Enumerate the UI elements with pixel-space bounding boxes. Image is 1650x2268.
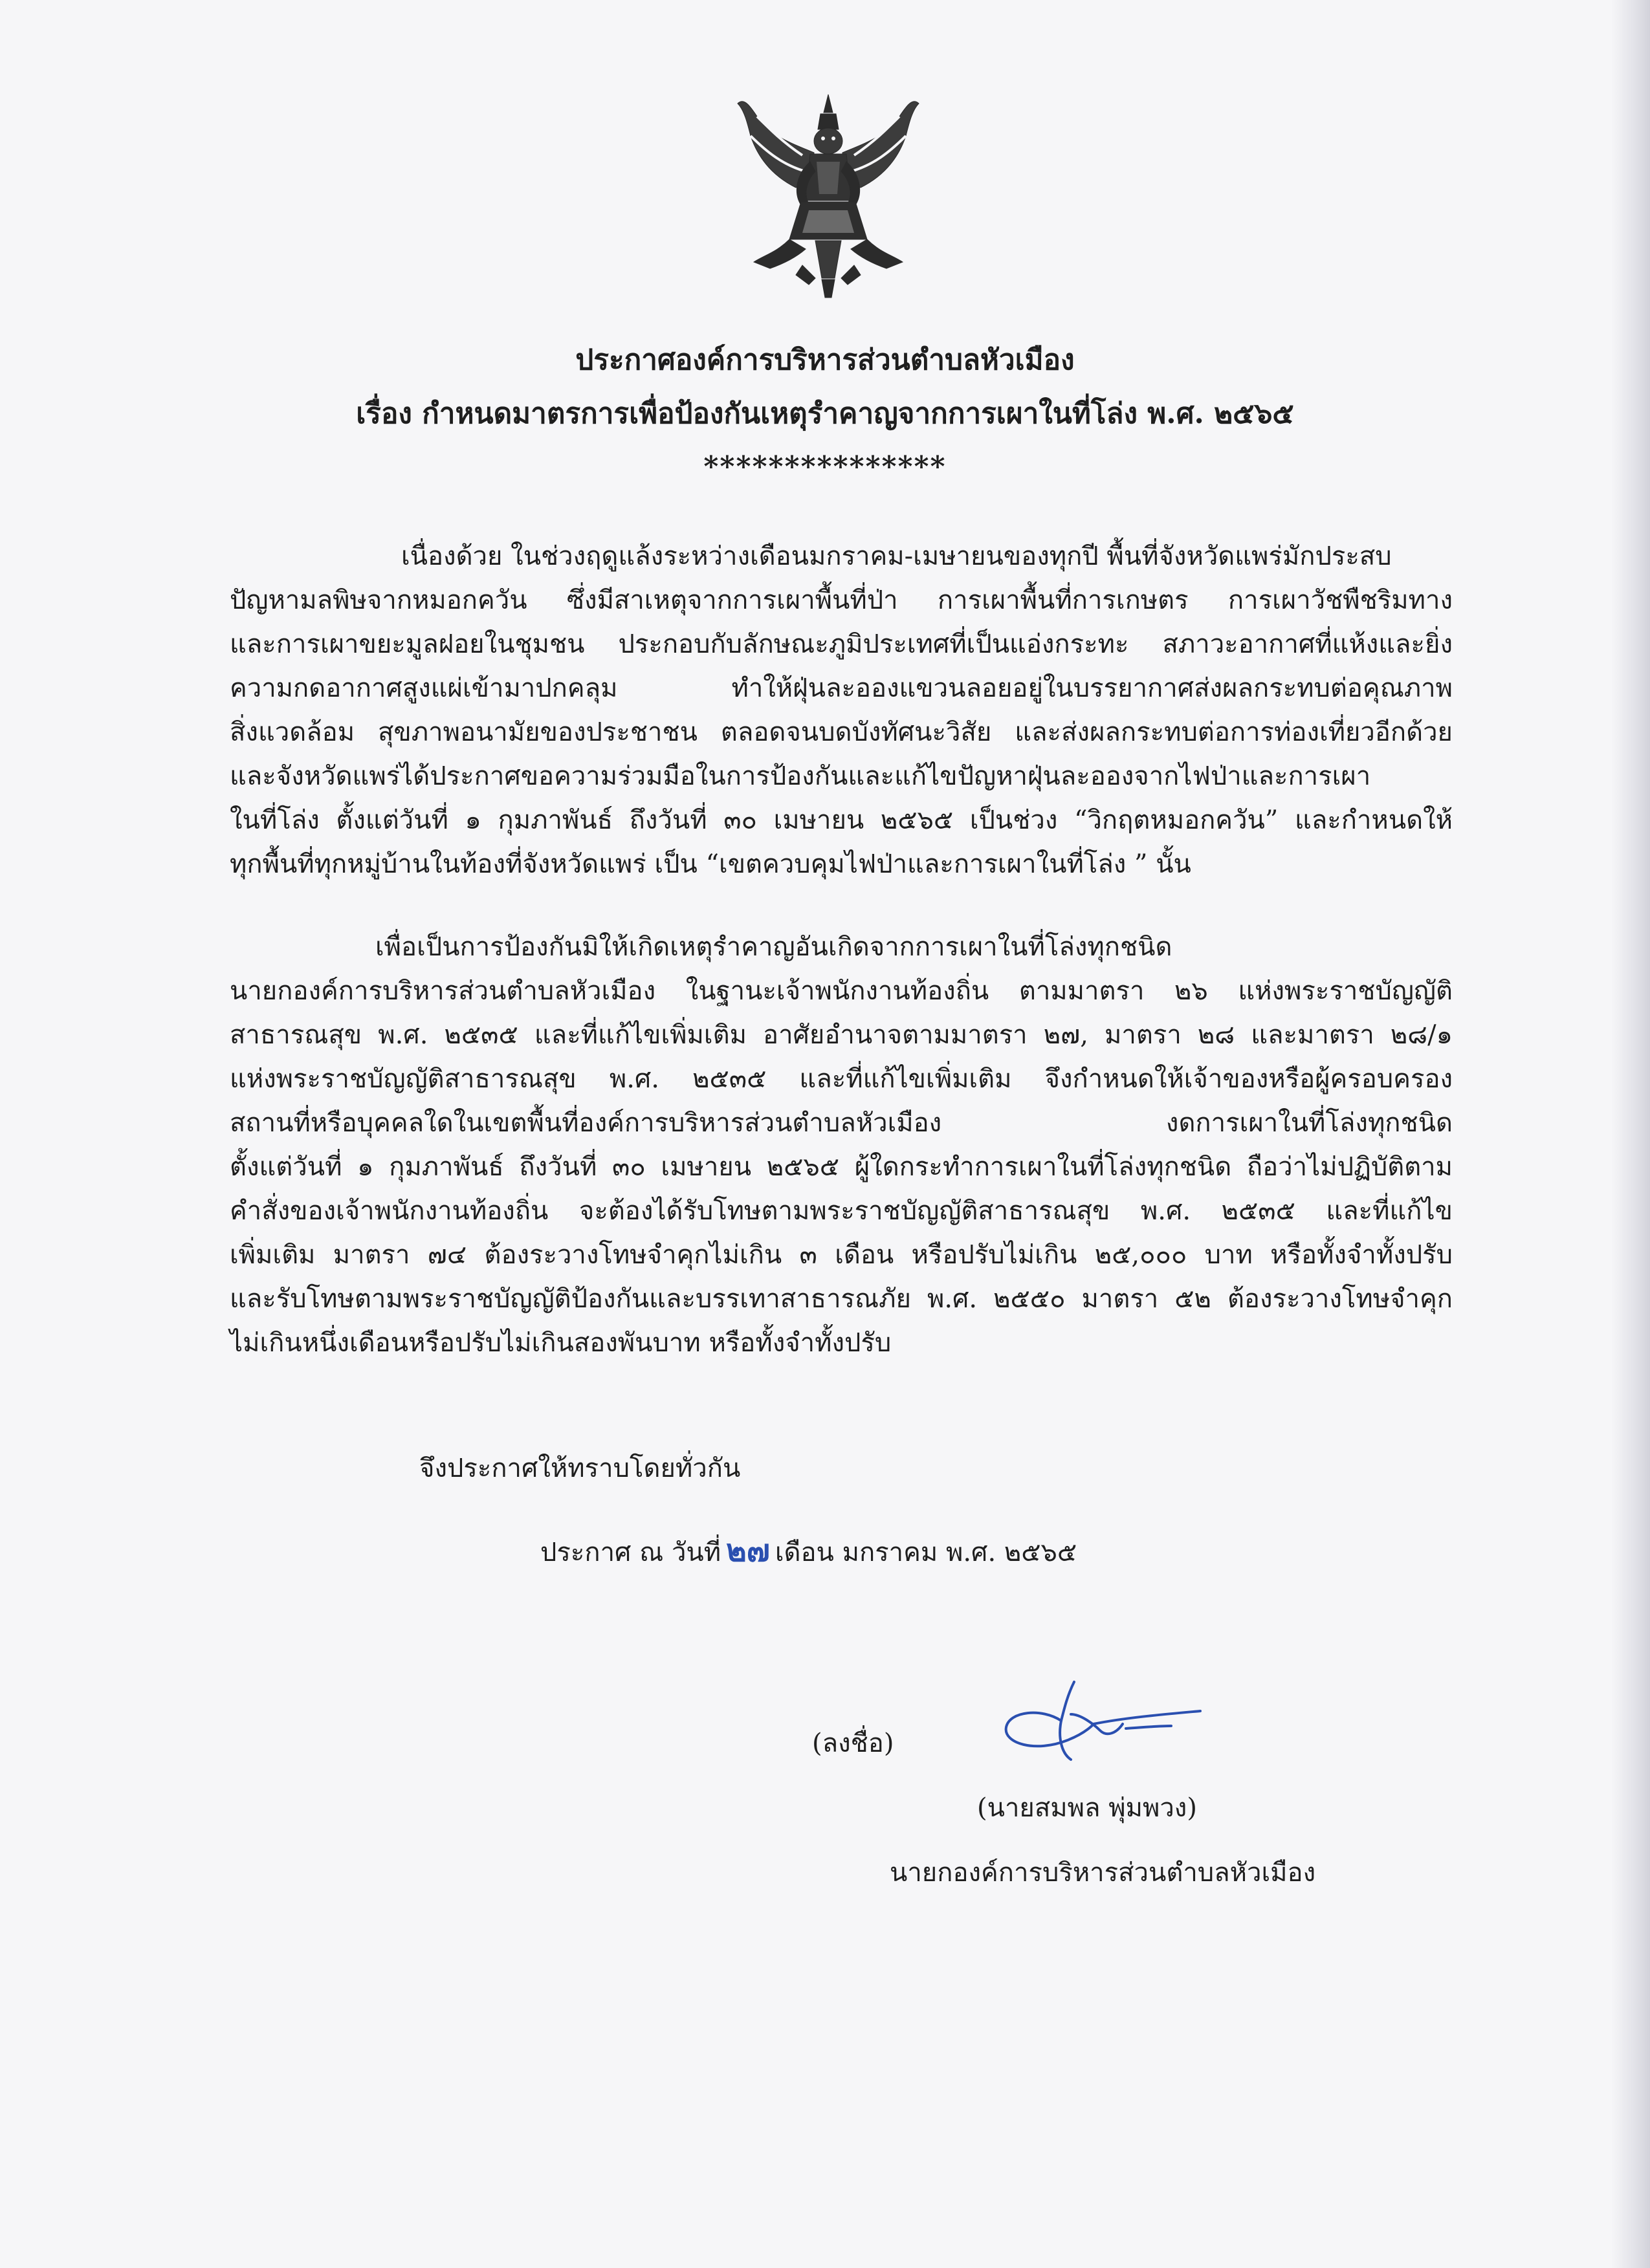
signer-position: นายกองค์การบริหารส่วนตำบลหัวเมือง (890, 1858, 1316, 1888)
body-line: สถานที่หรือบุคคลใดในเขตพื้นที่องค์การบริหารส่วนตำบลหัวเมือง งดการเผาในที่โล่งทุกชนิด (230, 1108, 1453, 1138)
announcement-date (540, 1531, 1077, 1572)
signer-name: (นายสมพล พุ่มพวง) (977, 1793, 1197, 1823)
body-line: ความกดอากาศสูงแผ่เข้ามาปกคลุม ทำให้ฝุ่นละอองแขวนลอยอยู่ในบรรยากาศส่งผลกระทบต่อคุณภาพ (230, 673, 1453, 703)
date-suffix: เดือน มกราคม พ.ศ. ๒๕๖๕ (775, 1538, 1077, 1567)
date-prefix: ประกาศ ณ วันที่ (540, 1538, 721, 1567)
announcement-title: ประกาศองค์การบริหารส่วนตำบลหัวเมือง (575, 343, 1075, 376)
body-line: แห่งพระราชบัญญัติสาธารณสุข พ.ศ. ๒๕๓๕ และที่แก้ไขเพิ่มเติม จึงกำหนดให้เจ้าของหรือผู้ครอบครอง (230, 1064, 1453, 1094)
signature-label: (ลงชื่อ) (812, 1728, 894, 1758)
body-line: ไม่เกินหนึ่งเดือนหรือปรับไม่เกินสองพันบาท หรือทั้งจำทั้งปรับ (230, 1328, 892, 1358)
body-line: และการเผาขยะมูลฝอยในชุมชน ประกอบกับลักษณะภูมิประเทศที่เป็นแอ่งกระทะ สภาวะอากาศที่แห้งและยิ่ง (230, 629, 1453, 659)
date-day-handwritten: ๒๗ (726, 1532, 770, 1569)
body-line: และจังหวัดแพร่ได้ประกาศขอความร่วมมือในการป้องกันและแก้ไขปัญหาฝุ่นละอองจากไฟป่าและการเผา (230, 761, 1371, 791)
body-line: เพื่อเป็นการป้องกันมิให้เกิดเหตุรำคาญอันเกิดจากการเผาในที่โล่งทุกชนิด (375, 932, 1172, 962)
handwritten-signature (996, 1675, 1210, 1772)
body-line: เนื่องด้วย ในช่วงฤดูแล้งระหว่างเดือนมกราคม-เมษายนของทุกปี พื้นที่จังหวัดแพร่มักประสบ (401, 541, 1392, 571)
title-separator: *************** (703, 450, 947, 483)
body-line: คำสั่งของเจ้าพนักงานท้องถิ่น จะต้องได้รับโทษตามพระราชบัญญัติสาธารณสุข พ.ศ. ๒๕๓๕ และที่แก้ไข (230, 1196, 1453, 1226)
body-line: และรับโทษตามพระราชบัญญัติป้องกันและบรรเทาสาธารณภัย พ.ศ. ๒๕๕๐ มาตรา ๕๒ ต้องระวางโทษจำคุก (230, 1284, 1453, 1314)
body-line: ปัญหามลพิษจากหมอกควัน ซึ่งมีสาเหตุจากการเผาพื้นที่ป่า การเผาพื้นที่การเกษตร การเผาวัชพืชริมทาง (230, 585, 1453, 615)
announcement-subject: เรื่อง กำหนดมาตรการเพื่อป้องกันเหตุรำคาญจากการเผาในที่โล่ง พ.ศ. ๒๕๖๕ (356, 397, 1294, 430)
body-line: ตั้งแต่วันที่ ๑ กุมภาพันธ์ ถึงวันที่ ๓๐ เมษายน ๒๕๖๕ ผู้ใดกระทำการเผาในที่โล่งทุกชนิด ถือว่าไม่ปฏิบัติตาม (230, 1152, 1453, 1182)
body-line: สาธารณสุข พ.ศ. ๒๕๓๕ และที่แก้ไขเพิ่มเติม อาศัยอำนาจตามมาตรา ๒๗, มาตรา ๒๘ และมาตรา ๒๘/๑ (230, 1020, 1453, 1050)
body-line: ทุกพื้นที่ทุกหมู่บ้านในท้องที่จังหวัดแพร่ เป็น “เขตควบคุมไฟป่าและการเผาในที่โล่ง ” นั้น (230, 849, 1191, 879)
garuda-emblem-icon (731, 91, 925, 304)
closing-statement: จึงประกาศให้ทราบโดยทั่วกัน (419, 1454, 741, 1483)
body-line: เพิ่มเติม มาตรา ๗๔ ต้องระวางโทษจำคุกไม่เกิน ๓ เดือน หรือปรับไม่เกิน ๒๕,๐๐๐ บาท หรือทั้งจำทั้งปรับ (230, 1240, 1453, 1270)
body-line: นายกองค์การบริหารส่วนตำบลหัวเมือง ในฐานะเจ้าพนักงานท้องถิ่น ตามมาตรา ๒๖ แห่งพระราชบัญญัติ (230, 976, 1453, 1006)
body-line: สิ่งแวดล้อม สุขภาพอนามัยของประชาชน ตลอดจนบดบังทัศนะวิสัย และส่งผลกระทบต่อการท่องเที่ยวอีกด้วย (230, 717, 1453, 747)
body-line: ในที่โล่ง ตั้งแต่วันที่ ๑ กุมภาพันธ์ ถึงวันที่ ๓๐ เมษายน ๒๕๖๕ เป็นช่วง “วิกฤตหมอกควัน” และกำหนดให้ (230, 805, 1453, 835)
